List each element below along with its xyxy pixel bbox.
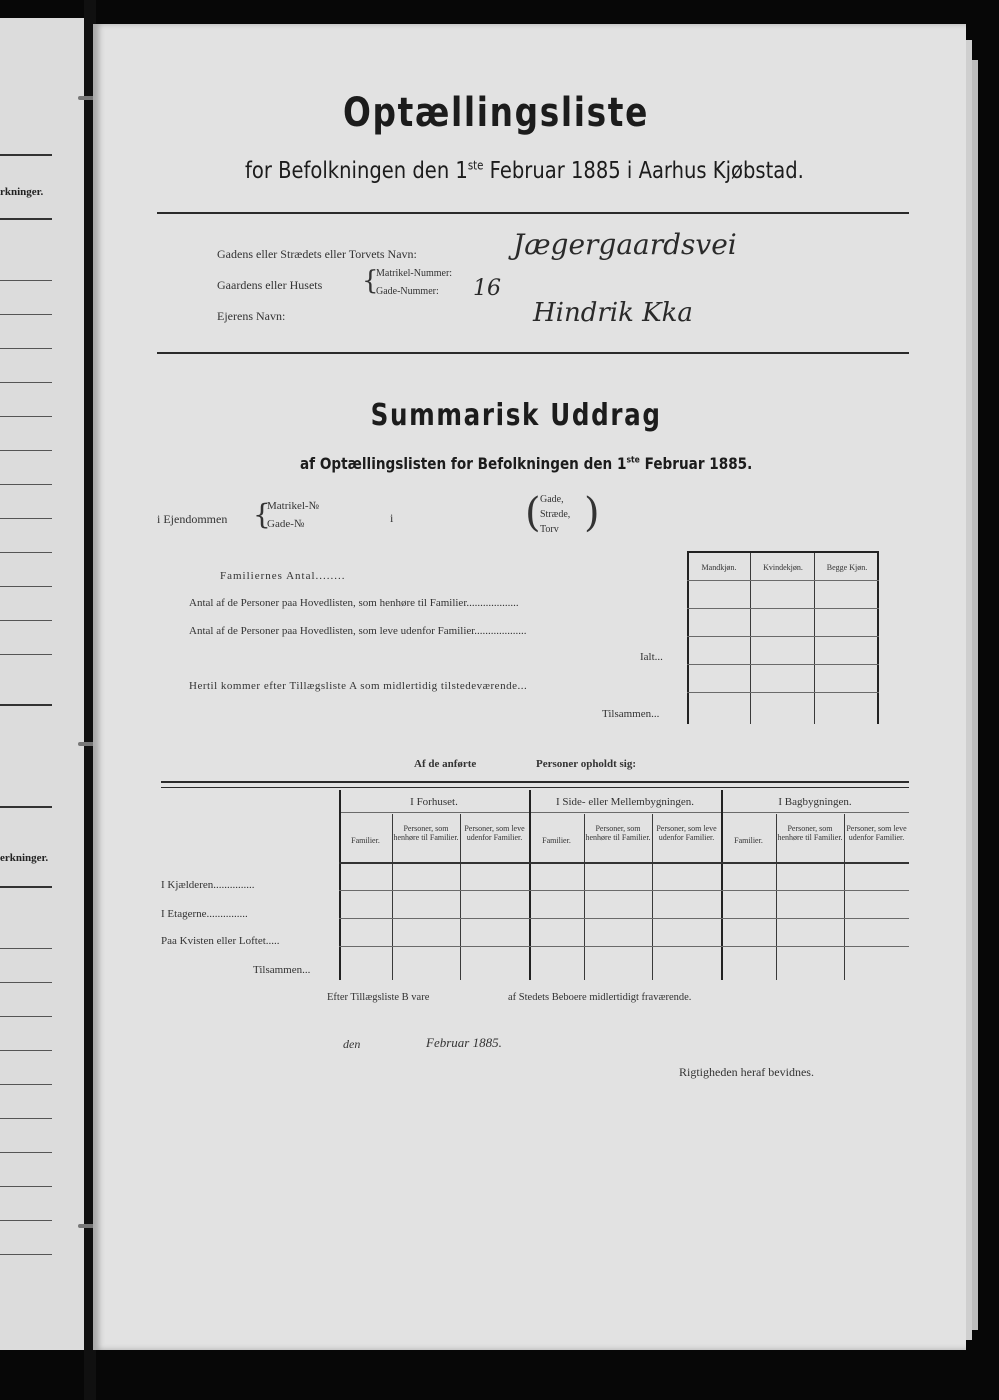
ejendom-label: i Ejendommen	[157, 512, 228, 526]
left-rule	[0, 1084, 52, 1085]
group-header: I Forhuset.	[410, 796, 458, 808]
left-rule	[0, 1016, 52, 1017]
subheader: Personer, som henhøre til Familier.	[585, 824, 651, 842]
left-rule	[0, 982, 52, 983]
table-rule	[687, 608, 879, 609]
date-den: den	[343, 1037, 361, 1051]
left-rule	[0, 1220, 52, 1221]
table-border	[721, 790, 723, 980]
gade-short: Gade-№	[267, 518, 305, 530]
table-rule	[339, 890, 909, 891]
left-rule	[0, 218, 52, 220]
table-rule	[339, 918, 909, 919]
street-value: Jægergaardsvei	[513, 228, 737, 261]
brace-glyph: {	[253, 498, 271, 531]
brace-glyph: )	[584, 490, 600, 536]
group-header: I Side- eller Mellembygningen.	[555, 796, 695, 808]
table-rule	[687, 692, 879, 693]
table-rule	[687, 580, 879, 581]
form-subtitle: for Befolkningen den 1ste Februar 1885 i Aarhus Kjøbstad.	[245, 158, 804, 184]
row-label: Tilsammen...	[602, 708, 660, 720]
supplement-b-label: af Stedets Beboere midlertidigt fraværende.	[508, 992, 692, 1003]
i-label: i	[390, 511, 394, 525]
residence-rule	[161, 787, 909, 788]
left-rule	[0, 382, 52, 383]
left-rule	[0, 948, 52, 949]
left-rule	[0, 280, 52, 281]
left-rule	[0, 416, 52, 417]
left-rule	[0, 450, 52, 451]
left-rule	[0, 1152, 52, 1153]
residence-row-label: I Etagerne...............	[161, 908, 248, 920]
matrikel-label: Matrikel-Nummer:	[376, 268, 453, 279]
table-rule	[339, 812, 909, 813]
summary-subtitle: af Optællingslisten for Befolkningen den 1ste Februar 1885.	[300, 454, 753, 473]
attestation: Rigtigheden heraf bevidnes.	[679, 1065, 814, 1079]
row-label: Antal af de Personer paa Hovedlisten, som henhøre til Familier...................	[189, 597, 519, 609]
table-divider	[776, 814, 777, 980]
summary-title: Summarisk Uddrag	[370, 398, 662, 433]
header-rule	[157, 212, 909, 214]
brace-glyph: {	[362, 266, 379, 296]
table-divider	[652, 814, 653, 980]
left-rule	[0, 1050, 52, 1051]
left-rule	[0, 1118, 52, 1119]
owner-value: Hindrik Kka	[533, 298, 693, 328]
subheader: Personer, som leve udenfor Familier.	[464, 824, 525, 842]
place-type: Stræde,	[540, 509, 571, 520]
table-divider	[460, 814, 461, 980]
subheader: Familier.	[351, 836, 380, 845]
subheader: Personer, som leve udenfor Familier.	[846, 824, 907, 842]
left-page-word: rkninger.	[0, 186, 44, 198]
table-rule	[339, 862, 909, 864]
form-title: Optællingsliste	[342, 90, 650, 136]
table-divider	[844, 814, 845, 980]
subheader: Familier.	[734, 836, 763, 845]
residence-rule	[161, 781, 909, 783]
brace-glyph: (	[525, 490, 541, 536]
table-divider	[750, 552, 751, 724]
place-type: Gade,	[540, 494, 564, 505]
table-divider	[392, 814, 393, 980]
residence-heading: Af de anførte	[414, 758, 477, 770]
table-rule	[687, 636, 879, 637]
census-form-page	[93, 24, 966, 1350]
date-value: Februar 1885.	[426, 1035, 502, 1050]
table-rule	[687, 664, 879, 665]
residence-row-label: Paa Kvisten eller Loftet.....	[161, 935, 280, 947]
matrikel-short: Matrikel-№	[267, 500, 320, 512]
column-header: Begge Kjøn.	[826, 563, 868, 572]
left-rule	[0, 1186, 52, 1187]
table-divider	[814, 552, 815, 724]
column-header: Mandkjøn.	[701, 563, 737, 572]
left-rule	[0, 586, 52, 587]
table-border	[687, 552, 689, 724]
left-rule	[0, 886, 52, 888]
group-header: I Bagbygningen.	[778, 796, 852, 808]
subheader: Personer, som henhøre til Familier.	[393, 824, 459, 842]
left-page-word: erkninger.	[0, 852, 49, 864]
residence-row-label: I Kjælderen...............	[161, 879, 255, 891]
left-rule	[0, 654, 52, 655]
column-header: Kvindekjøn.	[763, 563, 803, 572]
table-border	[529, 790, 531, 980]
supplement-b-label: Efter Tillægsliste B vare	[327, 992, 430, 1003]
left-rule	[0, 314, 52, 315]
table-rule	[339, 946, 909, 947]
left-rule	[0, 518, 52, 519]
subheader: Familier.	[542, 836, 571, 845]
row-label: Ialt...	[640, 651, 663, 663]
subheader: Personer, som leve udenfor Familier.	[656, 824, 717, 842]
left-rule	[0, 484, 52, 485]
row-label: Antal af de Personer paa Hovedlisten, som leve udenfor Familier...................	[189, 625, 527, 637]
residence-heading: Personer opholdt sig:	[536, 758, 637, 770]
left-rule	[0, 154, 52, 156]
left-rule	[0, 1254, 52, 1255]
owner-label: Ejerens Navn:	[217, 309, 286, 323]
left-rule	[0, 552, 52, 553]
table-border	[339, 790, 341, 980]
subheader: Personer, som henhøre til Familier.	[777, 824, 843, 842]
left-rule	[0, 806, 52, 808]
left-page	[0, 18, 84, 1350]
table-divider	[584, 814, 585, 980]
row-label: Familiernes Antal........	[220, 570, 346, 582]
row-label: Hertil kommer efter Tillægsliste A som midlertidig tilstedeværende...	[189, 680, 528, 692]
house-label: Gaardens eller Husets	[217, 278, 323, 292]
left-rule	[0, 620, 52, 621]
table-border	[877, 552, 879, 724]
gade-value: 16	[473, 276, 501, 301]
left-rule	[0, 348, 52, 349]
place-type: Torv	[540, 524, 559, 535]
gade-label: Gade-Nummer:	[376, 286, 439, 297]
table-border	[687, 551, 879, 553]
residence-row-label: Tilsammen...	[253, 964, 311, 976]
street-label: Gadens eller Strædets eller Torvets Navn:	[217, 247, 417, 261]
left-rule	[0, 704, 52, 706]
address-rule	[157, 352, 909, 354]
